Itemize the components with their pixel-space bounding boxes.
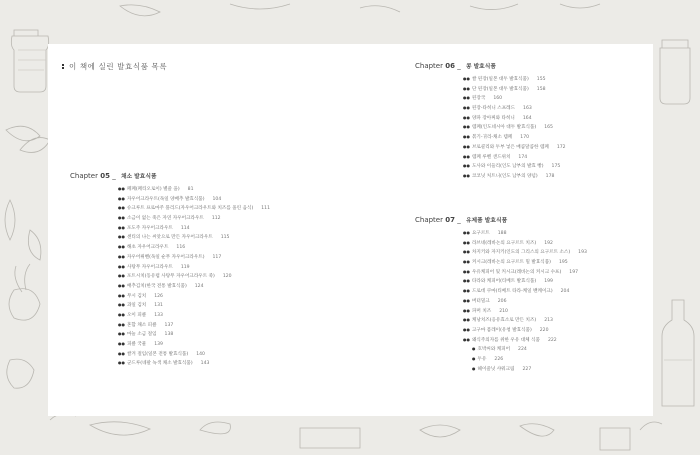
page-number: 174 (518, 154, 528, 160)
page-number: 213 (544, 318, 553, 324)
recipe-item (118, 281, 270, 291)
recipe-name: 된장국 (471, 96, 486, 102)
page-number: 163 (523, 106, 532, 112)
recipe-name: 브로콜리와 두부 넣은 매콤달콤한 템페 (471, 144, 549, 150)
recipe-name: 템페 루벤 샌드위치 (471, 154, 511, 160)
page-number: 178 (545, 173, 555, 179)
bullet-icon: ●● (118, 244, 125, 250)
page-number: 115 (220, 235, 230, 241)
recipe-item (463, 132, 566, 142)
page-number: 210 (499, 308, 508, 314)
recipe-name: 커시크(레바논의 요구르트 밀 발효식품) (471, 260, 551, 266)
recipe-item (118, 223, 270, 233)
bullet-icon: ●● (118, 195, 125, 201)
bullet-icon: ● (472, 355, 476, 361)
recipe-item (118, 320, 270, 330)
bullet-icon: ●● (463, 85, 470, 91)
bullet-icon: ●● (118, 302, 125, 308)
bullet-icon: ●● (463, 153, 470, 159)
bullet-icon: ●● (463, 288, 470, 294)
page-number: 112 (211, 216, 221, 222)
bullet-icon: ●● (463, 105, 470, 111)
chapter-heading: Chapter 05 _ 채소 발효식품 (70, 172, 157, 180)
chapter-label: Chapter (415, 62, 443, 70)
bullet-icon: ●● (118, 215, 125, 221)
recipe-name: 코코넛 처트니(인도 남부의 양념) (471, 173, 538, 179)
chapter-number: 07 (445, 216, 455, 224)
page-number: 143 (200, 361, 210, 367)
recipe-name: 타라와 케피어(티베트 발효식품) (471, 279, 537, 285)
bullet-icon: ●● (463, 76, 470, 81)
bullet-icon: ●● (463, 239, 470, 245)
recipe-sub-item (463, 354, 587, 364)
page-number: 140 (196, 351, 205, 357)
page-number: 222 (547, 337, 557, 343)
page-number: 133 (154, 312, 163, 318)
recipe-list (463, 228, 587, 373)
recipe-item (118, 310, 270, 320)
recipe-name: 버터밀크 (471, 298, 490, 304)
page-number: 206 (497, 298, 507, 304)
bullet-icon: ●● (463, 114, 470, 120)
recipe-item (118, 291, 270, 301)
bullet-icon: ●● (463, 163, 470, 169)
chapter-title: 콩 발효식품 (465, 64, 496, 70)
recipe-item (118, 339, 270, 349)
recipe-name: 도사와 이들리(인도 남부의 발효 빵) (471, 164, 544, 170)
bullet-icon: ●● (118, 282, 125, 288)
page-number: 224 (518, 347, 527, 353)
bullet-icon: ●● (463, 317, 470, 323)
recipe-item (463, 325, 587, 335)
chapter-number: 05 (100, 172, 110, 180)
page-number: 220 (539, 327, 549, 333)
recipe-item (463, 93, 566, 103)
bullet-icon: ●● (118, 331, 125, 337)
recipe-name: 슈크루트 프로마주 플리드(자우어크라우트와 치즈를 올린 음식) (126, 206, 254, 212)
recipe-item (463, 238, 587, 248)
recipe-name: 템페(인도네시아 대두 발효식품) (471, 125, 537, 131)
page-number: 195 (558, 260, 568, 266)
bullet-icon: ●● (118, 321, 125, 327)
page-number: 124 (194, 283, 204, 289)
title-colon-icon (62, 63, 65, 70)
bullet-icon: ●● (118, 360, 125, 366)
page-number: 192 (544, 240, 553, 246)
recipe-name: 피클 국물 (126, 342, 147, 347)
recipe-name: 혼합 채소 피클 (126, 322, 157, 328)
bullet-icon: ●● (463, 95, 470, 101)
recipe-name: 요구르트 (471, 231, 490, 236)
page-number: 137 (164, 322, 174, 328)
bullet-icon: ●● (463, 249, 470, 255)
recipe-item (463, 276, 587, 286)
page-number: 188 (497, 231, 507, 236)
recipe-name: 차지키와 자지키(인도의 그리스의 요구르트 소스) (471, 250, 571, 256)
recipe-list (463, 74, 566, 181)
page-number: 114 (180, 225, 190, 231)
page-title (62, 61, 167, 72)
recipe-sub-item (463, 364, 587, 374)
page-number: 120 (222, 274, 232, 280)
recipe-item (463, 84, 566, 94)
chapter-05 (70, 170, 270, 368)
recipe-item (118, 242, 270, 252)
recipe-item (463, 74, 566, 84)
recipe-name: 자우어크라우트(독일 양배추 발효식품) (126, 196, 205, 202)
chapter-label: Chapter (415, 216, 443, 224)
page-number: 204 (560, 289, 570, 295)
recipe-name: 두유 (477, 356, 487, 362)
recipe-name: 마늘 소금 절임 (126, 332, 157, 338)
bullet-icon: ●● (463, 143, 470, 149)
bullet-icon: ●● (118, 205, 125, 211)
bullet-icon: ● (472, 365, 476, 371)
bullet-icon: ●● (118, 186, 125, 191)
page-number: 139 (154, 342, 163, 347)
recipe-item (118, 271, 270, 281)
recipe-name: 고구마 몸레이(유청 발효식품) (471, 327, 532, 333)
chapter-07 (415, 214, 587, 373)
recipe-name: 양파 장아찌와 타히니 (471, 115, 515, 121)
page-number: 227 (522, 366, 532, 372)
recipe-name: 포트시치(동유럽 사탕무 자우어크라우트 죽) (126, 274, 215, 280)
page-number: 193 (578, 250, 587, 256)
recipe-item (463, 161, 566, 171)
page-number: 199 (544, 279, 553, 285)
recipe-item (118, 349, 270, 359)
recipe-item (118, 184, 270, 194)
recipe-name: 군드루(네팔 녹색 채소 발효식품) (126, 361, 193, 367)
page-number: 138 (164, 332, 174, 338)
recipe-item (463, 306, 587, 316)
page-number: 119 (180, 264, 190, 270)
chapter-heading: Chapter 06 _ 콩 발효식품 (415, 62, 496, 70)
page-number: 116 (176, 245, 186, 251)
recipe-name: 볶기-귀리-채소 템페 (471, 135, 513, 141)
bullet-icon: ●● (118, 341, 125, 346)
page-number: 170 (520, 135, 530, 141)
recipe-item (463, 142, 566, 152)
bullet-icon: ●● (463, 307, 470, 313)
bullet-icon: ●● (463, 278, 470, 284)
page-number: 104 (212, 196, 222, 202)
bullet-icon: ●● (118, 273, 125, 279)
recipe-item (463, 247, 587, 257)
recipe-name: 헤이즐넛 샤워크림 (477, 366, 515, 372)
recipe-name: 단 된장(일본 대두 발효식품) (471, 86, 529, 92)
recipe-name: 우유케피어 및 커시크(레바논의 커시크 수프) (471, 269, 562, 275)
chapter-heading: Chapter 07 _ 유제품 발효식품 (415, 216, 508, 224)
chapter-number: 06 (445, 62, 455, 70)
recipe-item (463, 315, 587, 325)
recipe-item (118, 300, 270, 310)
recipe-list (118, 184, 270, 368)
recipe-item (463, 267, 587, 277)
recipe-item (118, 262, 270, 272)
recipe-item (463, 335, 587, 345)
page-number: 158 (536, 86, 546, 92)
bullet-icon: ●● (118, 253, 125, 259)
chapter-06 (415, 60, 566, 181)
recipe-item (118, 329, 270, 339)
recipe-name: 오이 피클 (126, 312, 147, 318)
recipe-item (118, 252, 270, 262)
bullet-icon: ●● (118, 234, 125, 240)
recipe-name: 해초 자우어크라우트 (126, 245, 169, 251)
bullet-icon: ●● (118, 350, 125, 356)
page-number: 155 (536, 77, 546, 82)
recipe-item (463, 171, 566, 181)
bullet-icon: ●● (463, 297, 470, 303)
bullet-icon: ●● (463, 124, 470, 130)
recipe-item (463, 113, 566, 123)
recipe-item (118, 232, 270, 242)
page-number: 175 (551, 164, 561, 170)
recipe-name: 센티의 나는 씨앗으로 만든 자우어크라우트 (126, 235, 213, 241)
recipe-name: 포도주 자우어크라우트 (126, 225, 173, 231)
recipe-name: 케낭치즈(응유효소로 만든 치즈) (471, 318, 537, 324)
recipe-sub-item (463, 344, 587, 354)
recipe-name: 드로데 쿠마(티베트 타라-케일 밴케이크) (471, 289, 553, 295)
recipe-name: 쌀 된장(일본 대두 발효식품) (471, 77, 529, 82)
recipe-name: 사탕무 자우어크라우트 (126, 264, 173, 270)
bullet-icon: ●● (118, 311, 125, 317)
recipe-name: 무시 김치 (126, 293, 147, 299)
bullet-icon: ●● (463, 326, 470, 332)
recipe-item (463, 296, 587, 306)
recipe-name: 왜식주의자를 위한 우유 대체 식품 (471, 337, 540, 343)
bullet-icon: ●● (463, 172, 470, 178)
bullet-icon: ●● (463, 134, 470, 140)
page-title-text: 이 책에 실린 발효식품 목록 (69, 62, 168, 71)
recipe-item (463, 152, 566, 162)
recipe-name: 소금이 없는 죽은 자연 자우어크라우트 (126, 216, 204, 222)
recipe-item (118, 203, 270, 213)
recipe-name: 라브네(레바논의 요구르트 치즈) (471, 240, 537, 246)
recipe-item (463, 228, 587, 238)
page-number: 111 (261, 206, 271, 212)
recipe-item (463, 257, 587, 267)
page-number: 131 (154, 303, 163, 309)
recipe-item (118, 358, 270, 368)
recipe-item (118, 194, 270, 204)
recipe-name: 호박씨와 케피어 (477, 347, 511, 353)
page-number: 160 (493, 96, 503, 102)
page-number: 172 (556, 144, 566, 150)
recipe-item (463, 122, 566, 132)
page-number: 117 (212, 254, 222, 260)
bullet-icon: ●● (463, 268, 470, 274)
page-number: 197 (569, 269, 579, 275)
recipe-name: 파머 치즈 (471, 308, 492, 314)
page-number: 126 (154, 293, 163, 299)
recipe-name: 페페(페티오로이) 별즐 을) (126, 187, 180, 192)
bullet-icon: ● (472, 346, 476, 352)
bullet-icon: ●● (118, 263, 125, 269)
page-number: 226 (494, 356, 504, 362)
chapter-title: 유제품 발효식품 (465, 218, 508, 224)
recipe-item (118, 213, 270, 223)
contents-page (48, 44, 653, 416)
recipe-name: 과일 김치 (126, 303, 147, 309)
chapter-label: Chapter (70, 172, 98, 180)
bullet-icon: ●● (463, 259, 470, 265)
bullet-icon: ●● (118, 292, 125, 298)
recipe-name: 쌀겨 절임(일본 전통 발효식품) (126, 351, 189, 357)
page-number: 165 (544, 125, 553, 131)
recipe-item (463, 286, 587, 296)
recipe-name: 자우어뤼벤(독일 순무 자우어크라우트) (126, 254, 205, 260)
chapter-title: 채소 발효식품 (120, 174, 157, 180)
recipe-item (463, 103, 566, 113)
page-number: 164 (522, 115, 532, 121)
recipe-name: 된장-타히니 스프레드 (471, 106, 516, 112)
bullet-icon: ●● (118, 224, 125, 230)
bullet-icon: ●● (463, 336, 470, 342)
recipe-name: 배추김치(한국 전통 발효식품) (126, 283, 187, 289)
page-number: 81 (187, 187, 194, 192)
bullet-icon: ●● (463, 230, 470, 235)
